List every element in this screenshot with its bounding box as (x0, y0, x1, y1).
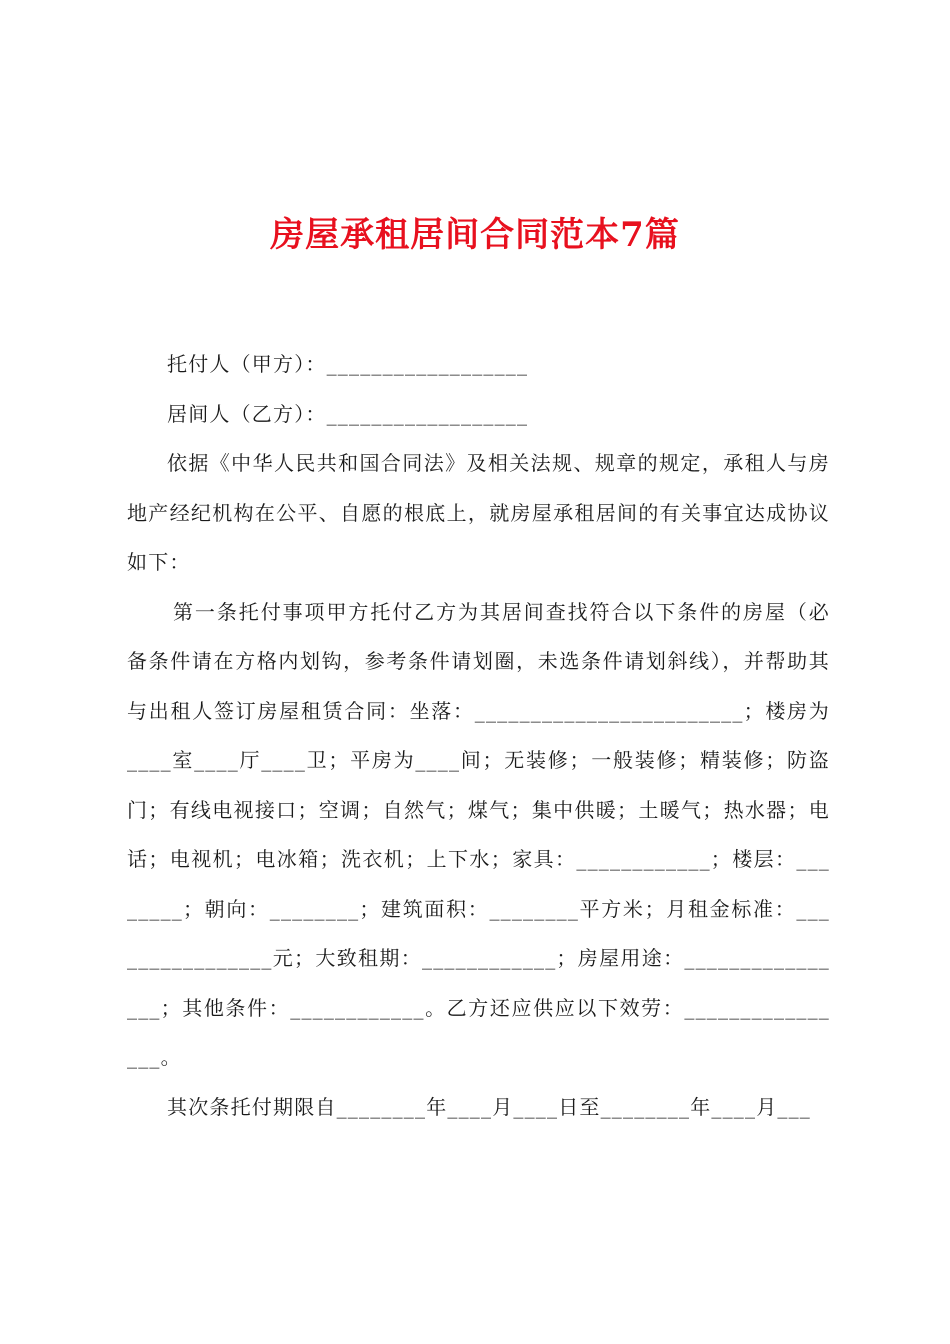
preamble-paragraph: 依据《中华人民共和国合同法》及相关法规、规章的规定，承租人与房地产经纪机构在公平、自愿的根底上，就房屋承租居间的有关事宜达成协议如下： (127, 451, 830, 574)
document-title: 房屋承租居间合同范本7篇 (270, 215, 680, 255)
article-2-paragraph: 其次条托付期限自________年____月____日至________年____月___ (167, 1094, 811, 1119)
article-1-paragraph: 第一条托付事项甲方托付乙方为其居间查找符合以下条件的房屋（必备条件请在方格内划钩，参考条件请划圈，未选条件请划斜线），并帮助其与出租人签订房屋租赁合同：坐落：________________________；楼房为____室____厅____卫；平房为____间；无装修；一般装修；精装修；防盗门；有线电视接口；空调；自然气；煤气；集中供暖；土暖气；热水器；电话；电视机；电冰箱；洗衣机；上下水；家具：____________；楼层：________；朝向：________；建筑面积：________平方米；月租金标准：________________元；大致租期：____________；房屋用途：________________；其他条件：____________。乙方还应供应以下效劳：________________。 (127, 599, 830, 1069)
party-a-line: 托付人（甲方）：__________________ (167, 352, 529, 376)
document-body (127, 340, 830, 1132)
party-b-line: 居间人（乙方）：__________________ (167, 401, 529, 426)
